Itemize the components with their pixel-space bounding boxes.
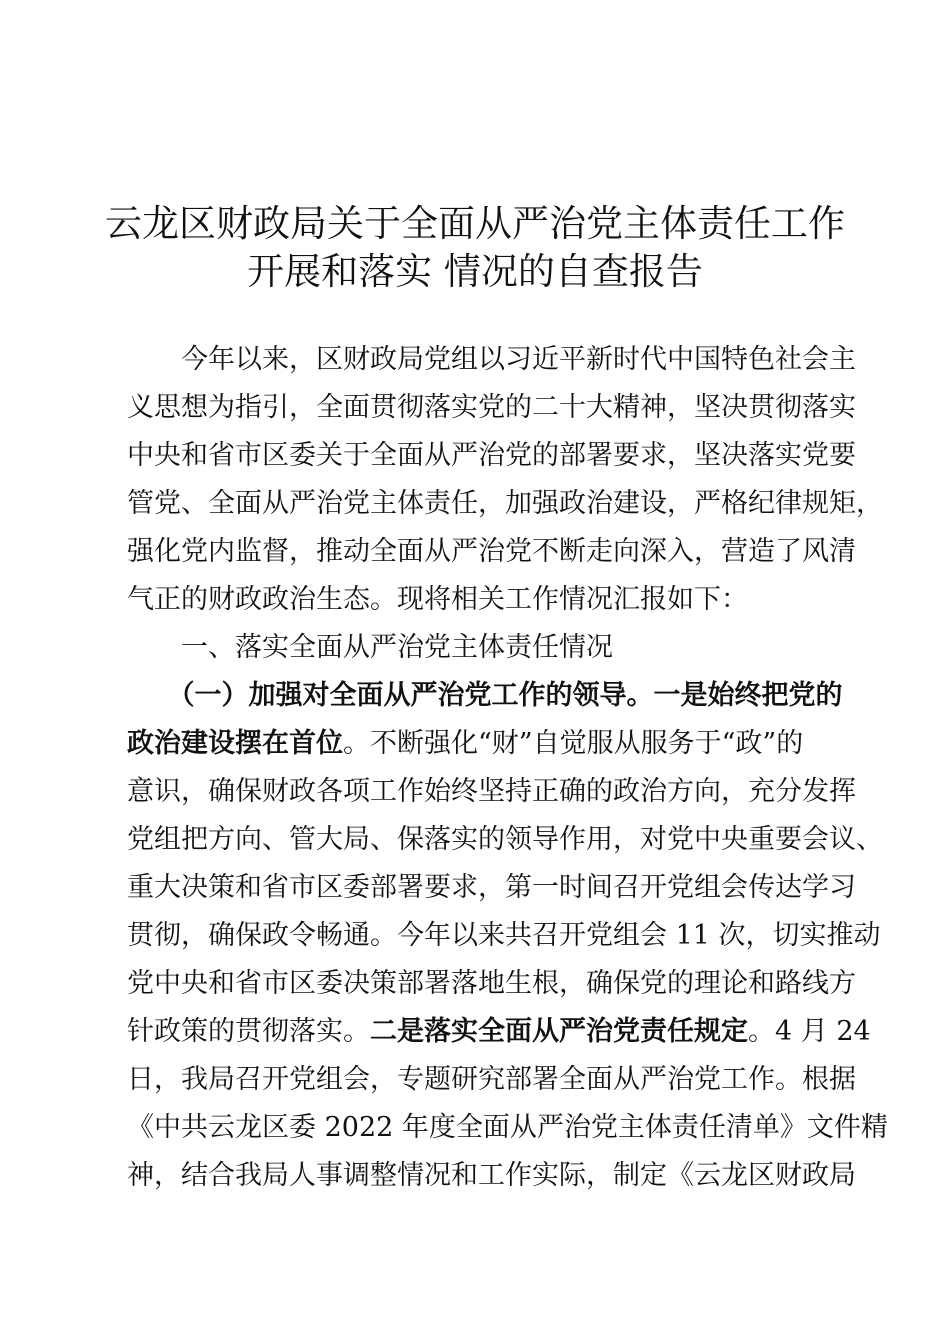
body-line: 中央和省市区委关于全面从严治党的部署要求，坚决落实党要 bbox=[127, 440, 856, 471]
body-line: 政治建设摆在首位。不断强化“财”自觉服从服务于“政”的 bbox=[127, 728, 804, 759]
document-title-line-2: 开展和落实 情况的自查报告 bbox=[247, 250, 703, 293]
body-line: 今年以来，区财政局党组以习近平新时代中国特色社会主 bbox=[127, 344, 856, 375]
body-line: 义思想为指引，全面贯彻落实党的二十大精神，坚决贯彻落实 bbox=[127, 392, 856, 423]
body-line: 重大决策和省市区委部署要求，第一时间召开党组会传达学习 bbox=[127, 872, 856, 903]
body-line: 贯彻，确保政令畅通。今年以来共召开党组会 11 次，切实推动 bbox=[127, 920, 881, 951]
body-line: 《中共云龙区委 2022 年度全面从严治党主体责任清单》文件精 bbox=[127, 1112, 888, 1143]
body-line: 党中央和省市区委决策部署落地生根，确保党的理论和路线方 bbox=[127, 968, 856, 999]
subsection-heading: （一）加强对全面从严治党工作的领导。一是始终把党的 bbox=[127, 680, 843, 711]
body-line: 气正的财政政治生态。现将相关工作情况汇报如下： bbox=[127, 584, 748, 615]
body-line: 神，结合我局人事调整情况和工作实际，制定《云龙区财政局 bbox=[127, 1160, 856, 1191]
document-title-line-1: 云龙区财政局关于全面从严治党主体责任工作 bbox=[105, 202, 845, 245]
body-line: 意识，确保财政各项工作始终坚持正确的政治方向，充分发挥 bbox=[127, 776, 856, 807]
body-line: 针政策的贯彻落实。二是落实全面从严治党责任规定。4 月 24 bbox=[127, 1016, 871, 1047]
body-line: 强化党内监督，推动全面从严治党不断走向深入，营造了风清 bbox=[127, 536, 856, 567]
body-line: 党组把方向、管大局、保落实的领导作用，对党中央重要会议、 bbox=[127, 824, 883, 855]
section-heading: 一、落实全面从严治党主体责任情况 bbox=[127, 632, 613, 663]
body-line: 管党、全面从严治党主体责任，加强政治建设，严格纪律规矩， bbox=[127, 488, 883, 519]
body-line: 日，我局召开党组会，专题研究部署全面从严治党工作。根据 bbox=[127, 1064, 856, 1095]
